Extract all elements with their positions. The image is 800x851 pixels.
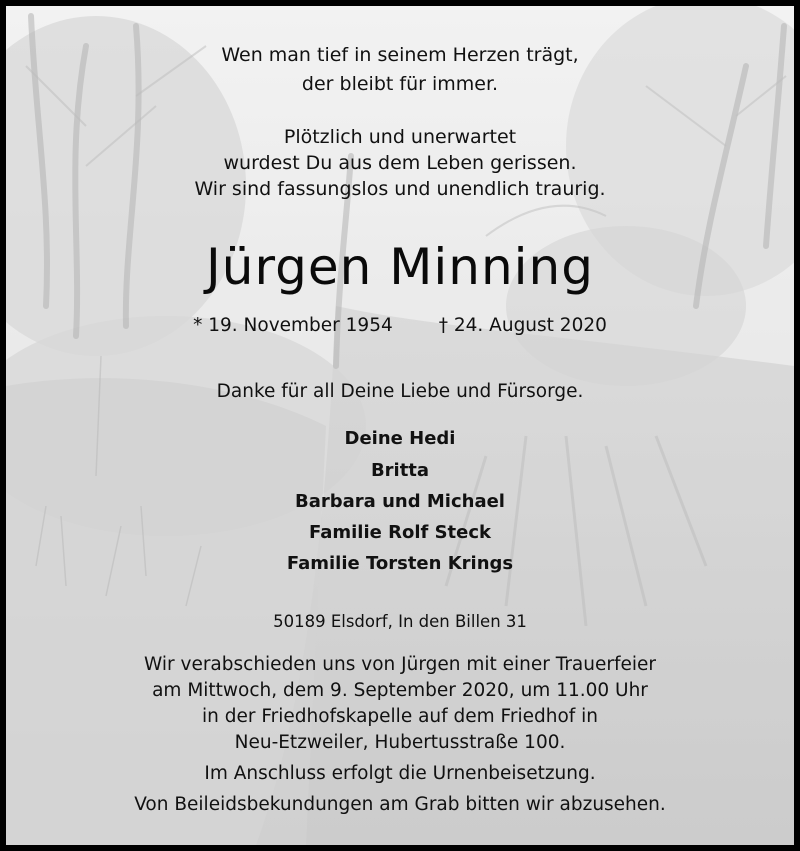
verse-line-1: Wen man tief in seinem Herzen trägt, — [221, 44, 579, 66]
mourner-2: Britta — [370, 460, 430, 481]
service-line-2: am Mittwoch, dem 9. September 2020, um 11.00 Uhr — [152, 680, 648, 701]
mourner-1: Deine Hedi — [344, 428, 456, 449]
death-date: † 24. August 2020 — [438, 315, 607, 336]
birth-date: * 19. November 1954 — [193, 315, 393, 336]
mourner-5: Familie Torsten Krings — [286, 553, 514, 574]
verse-line-4: wurdest Du aus dem Leben gerissen. — [223, 152, 577, 174]
address: 50189 Elsdorf, In den Billen 31 — [273, 612, 527, 631]
verse-line-3: Plötzlich und unerwartet — [283, 126, 517, 148]
service-line-4: Neu-Etzweiler, Hubertusstraße 100. — [234, 732, 566, 753]
thanks-line: Danke für all Deine Liebe und Fürsorge. — [216, 381, 584, 402]
service-line-5: Im Anschluss erfolgt die Urnenbeisetzung. — [204, 763, 596, 784]
service-line-3: in der Friedhofskapelle auf dem Friedhof in — [201, 706, 599, 727]
service-line-1: Wir verabschieden uns von Jürgen mit einer Trauerfeier — [143, 654, 657, 675]
service-line-6: Von Beileidsbekundungen am Grab bitten wir abzusehen. — [134, 794, 666, 815]
deceased-name: Jürgen Minning — [206, 238, 594, 296]
verse-line-5: Wir sind fassungslos und unendlich traurig. — [194, 178, 606, 200]
notice-text — [6, 6, 794, 845]
verse-line-2: der bleibt für immer. — [301, 73, 499, 95]
mourner-3: Barbara und Michael — [295, 491, 505, 512]
mourner-4: Familie Rolf Steck — [308, 522, 492, 543]
life-dates — [6, 314, 794, 338]
